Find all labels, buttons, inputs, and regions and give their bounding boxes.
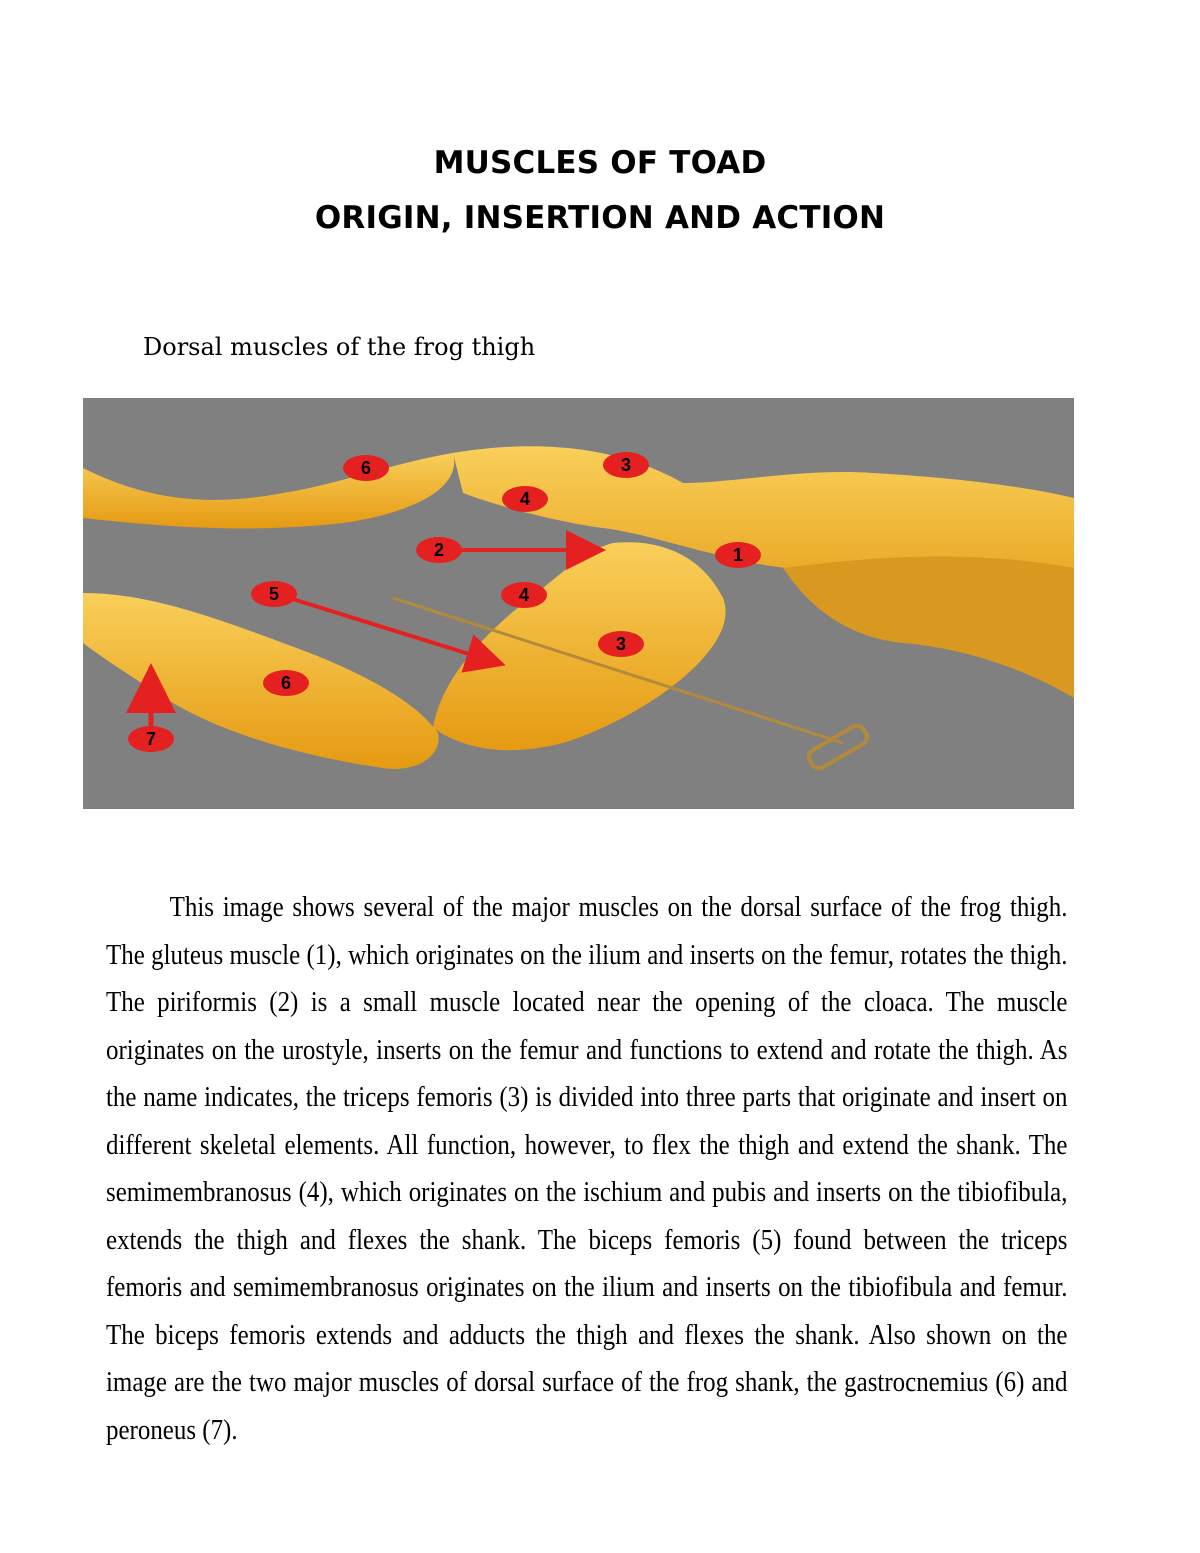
label-3-bottom <box>598 631 644 657</box>
page-subtitle-heading: ORIGIN, INSERTION AND ACTION <box>314 200 886 236</box>
pelvis-region <box>783 556 1074 698</box>
svg-text:6: 6 <box>360 458 372 478</box>
label-2 <box>416 537 462 563</box>
svg-text:3: 3 <box>620 455 632 475</box>
label-4-bottom <box>501 582 547 608</box>
svg-text:7: 7 <box>145 729 157 749</box>
label-1 <box>715 542 761 568</box>
svg-text:4: 4 <box>518 585 530 605</box>
lower-thigh-muscle <box>433 542 726 750</box>
label-4-top <box>502 486 548 512</box>
label-6-bottom <box>263 670 309 696</box>
description-paragraph: This image shows several of the major muscles on the dorsal surface of the frog thigh. The gluteus muscle (1), which originates on the ilium and inserts on the femur, rotates the thigh. The piriformis (2) is a small muscle located near the opening of the cloaca. The muscle originates on the urostyle, inserts on the femur and functions to extend and rotate the thigh. As the name indicates, the triceps femoris (3) is divided into three parts that originate and insert on different skeletal elements. All function, however, to flex the thigh and extend the shank. The semimembranosus (4), which originates on the ischium and pubis and inserts on the tibiofibula, extends the thigh and flexes the shank. The biceps femoris (5) found between the triceps femoris and semimembranosus originates on the ilium and inserts on the tibiofibula and femur. The biceps femoris extends and adducts the thigh and flexes the shank. Also shown on the image are the two major muscles of dorsal surface of the frog shank, the gastrocnemius (6) and peroneus (7). <box>106 891 1068 1446</box>
svg-text:6: 6 <box>280 673 292 693</box>
svg-text:4: 4 <box>519 489 531 509</box>
svg-text:3: 3 <box>615 634 627 654</box>
svg-text:5: 5 <box>268 584 280 604</box>
label-6-top <box>343 455 389 481</box>
label-7 <box>128 726 174 752</box>
frog-muscle-photo <box>83 398 1074 809</box>
frog-muscle-illustration <box>83 398 1074 809</box>
label-3-top <box>603 452 649 478</box>
arrow-5 <box>283 596 498 663</box>
figure-caption: Dorsal muscles of the frog thigh <box>143 333 536 361</box>
upper-shank-muscle <box>83 453 454 528</box>
label-5 <box>251 581 297 607</box>
svg-text:1: 1 <box>732 545 744 565</box>
page-title: MUSCLES OF TOAD <box>433 145 767 181</box>
svg-text:2: 2 <box>433 540 445 560</box>
pin-head <box>806 723 870 771</box>
